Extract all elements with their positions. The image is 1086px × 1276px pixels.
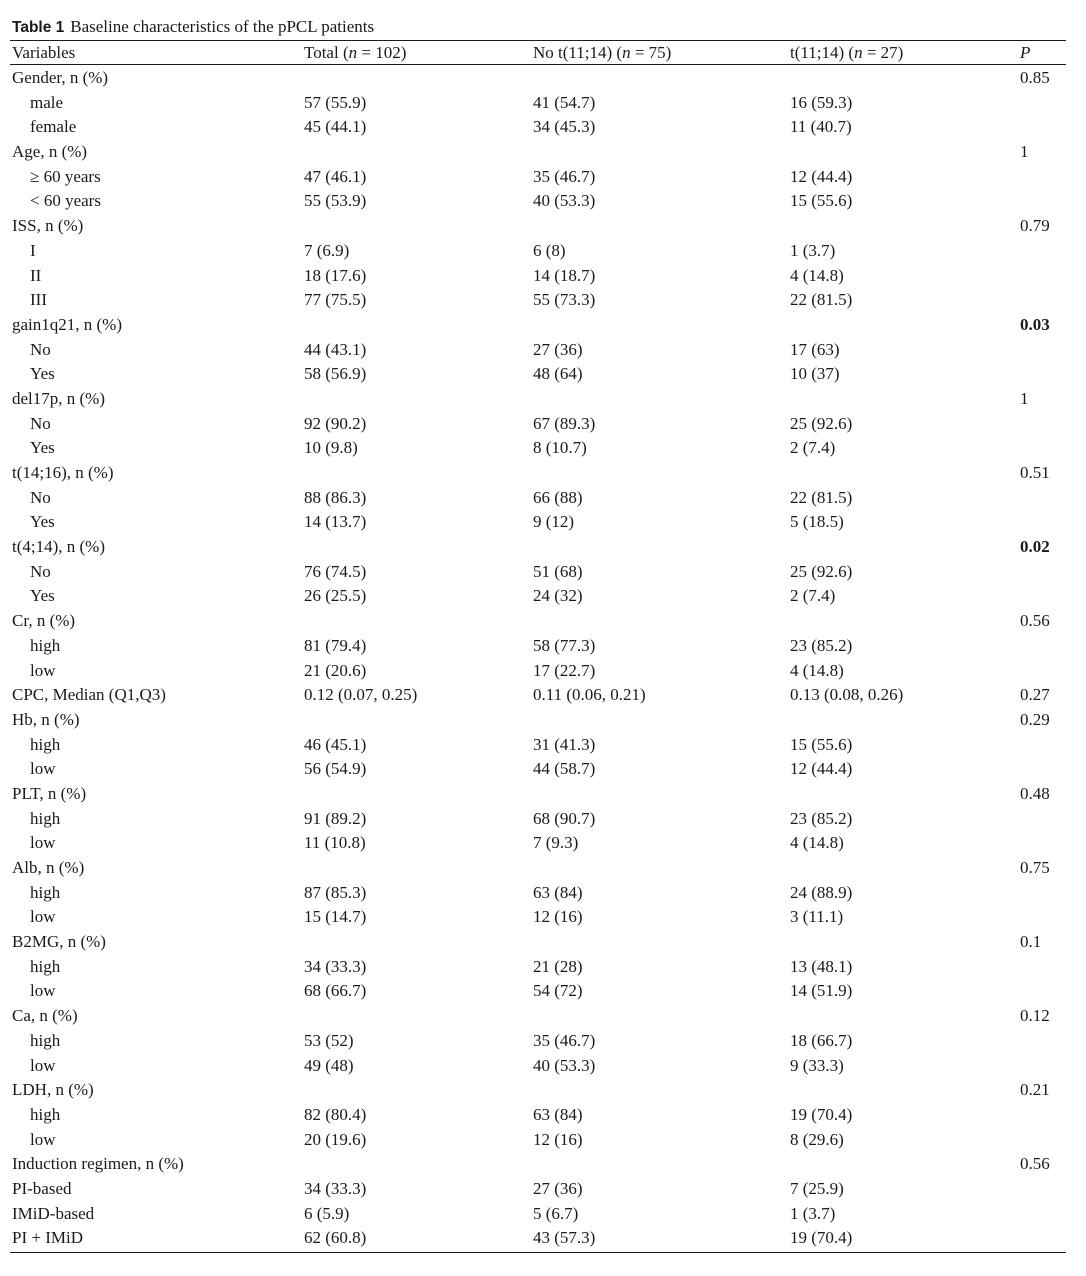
table-row [0,461,1086,486]
cell-total: 44 (43.1) [304,339,367,359]
table-row [0,486,1086,511]
row-label: Yes [30,512,55,532]
table-row [0,609,1086,634]
table-row [0,584,1086,609]
cell-total: 34 (33.3) [304,1178,367,1198]
table-row [0,1054,1086,1079]
cell-no-t1114: 35 (46.7) [533,166,596,186]
row-label: PI + IMiD [12,1228,83,1248]
cell-no-t1114: 7 (9.3) [533,833,579,853]
cell-p-value: 1 [1020,142,1029,162]
table-row [0,1103,1086,1128]
cell-p-value: 0.03 [1020,314,1050,334]
row-label: Ca, n (%) [12,1006,78,1026]
cell-t1114: 15 (55.6) [790,191,853,211]
row-label: CPC, Median (Q1,Q3) [12,685,166,705]
cell-no-t1114: 63 (84) [533,882,583,902]
cell-t1114: 23 (85.2) [790,808,853,828]
cell-total: 57 (55.9) [304,92,367,112]
cell-total: 14 (13.7) [304,512,367,532]
row-label: low [30,833,56,853]
header-p: P [1020,43,1031,62]
table-row [0,881,1086,906]
cell-total: 20 (19.6) [304,1129,367,1149]
table-row [0,930,1086,955]
table-row [0,979,1086,1004]
cell-t1114: 1 (3.7) [790,240,836,260]
bottom-rule [10,1252,1066,1253]
cell-no-t1114: 40 (53.3) [533,1055,596,1075]
cell-total: 26 (25.5) [304,586,367,606]
cell-p-value: 0.21 [1020,1080,1050,1100]
header-variables: Variables [12,43,76,62]
cell-no-t1114: 8 (10.7) [533,438,587,458]
table-row [0,807,1086,832]
cell-total: 21 (20.6) [304,660,367,680]
table-row [0,189,1086,214]
row-label: t(4;14), n (%) [12,537,106,557]
cell-t1114: 5 (18.5) [790,512,844,532]
cell-p-value: 0.29 [1020,709,1050,729]
cell-no-t1114: 55 (73.3) [533,290,596,310]
table-row [0,288,1086,313]
table-row [0,436,1086,461]
table-row [0,757,1086,782]
table-row [0,313,1086,338]
cell-t1114: 11 (40.7) [790,117,852,137]
cell-t1114: 10 (37) [790,364,840,384]
cell-total: 81 (79.4) [304,635,367,655]
row-label: low [30,660,56,680]
cell-total: 82 (80.4) [304,1104,367,1124]
cell-p-value: 0.85 [1020,68,1050,87]
cell-no-t1114: 27 (36) [533,339,583,359]
cell-total: 77 (75.5) [304,290,367,310]
cell-no-t1114: 12 (16) [533,907,583,927]
table-row [0,560,1086,585]
cell-p-value: 0.12 [1020,1006,1050,1026]
cell-no-t1114: 58 (77.3) [533,635,596,655]
cell-total: 76 (74.5) [304,561,367,581]
cell-t1114: 19 (70.4) [790,1104,853,1124]
table-caption-label: Table 1 [12,19,65,36]
row-label: LDH, n (%) [12,1080,94,1100]
table-row [0,140,1086,165]
cell-t1114: 19 (70.4) [790,1228,853,1248]
cell-no-t1114: 34 (45.3) [533,117,596,137]
cell-total: 10 (9.8) [304,438,358,458]
row-label: Induction regimen, n (%) [12,1154,184,1174]
row-label: I [30,240,36,260]
row-label: III [30,290,47,310]
row-label: ISS, n (%) [12,216,84,236]
cell-no-t1114: 67 (89.3) [533,413,596,433]
cell-p-value: 0.51 [1020,463,1050,482]
cell-total: 11 (10.8) [304,833,366,853]
row-label: PLT, n (%) [12,783,87,803]
cell-total: 87 (85.3) [304,882,367,902]
cell-p-value: 0.75 [1020,858,1050,877]
table-row [0,683,1086,708]
table-row [0,165,1086,190]
table-row [0,1152,1086,1177]
cell-no-t1114: 48 (64) [533,364,583,384]
table-row [0,1029,1086,1054]
cell-t1114: 22 (81.5) [790,290,853,310]
cell-total: 88 (86.3) [304,487,367,507]
cell-t1114: 14 (51.9) [790,981,853,1001]
cell-no-t1114: 44 (58.7) [533,759,596,779]
cell-t1114: 4 (14.8) [790,265,844,285]
cell-total: 45 (44.1) [304,117,367,137]
row-label: male [30,92,64,112]
cell-p-value: 0.56 [1020,1154,1050,1174]
cell-p-value: 0.56 [1020,611,1050,631]
cell-t1114: 1 (3.7) [790,1203,836,1223]
row-label: female [30,117,77,137]
cell-t1114: 0.13 (0.08, 0.26) [790,685,904,705]
cell-total: 34 (33.3) [304,956,367,976]
row-label: PI-based [12,1178,72,1198]
table-row [0,214,1086,239]
cell-no-t1114: 9 (12) [533,512,575,532]
table-row [0,1177,1086,1202]
cell-no-t1114: 41 (54.7) [533,92,596,112]
table-row [0,412,1086,437]
header-no-t1114: No t(11;14) (n = 75) [533,43,672,62]
table-row [0,1004,1086,1029]
table-row [0,338,1086,363]
cell-t1114: 22 (81.5) [790,487,853,507]
row-label: Gender, n (%) [12,68,109,87]
row-label: No [30,561,51,581]
cell-t1114: 25 (92.6) [790,413,853,433]
row-label: high [30,635,61,655]
row-label: low [30,981,56,1001]
cell-no-t1114: 14 (18.7) [533,265,596,285]
cell-total: 47 (46.1) [304,166,367,186]
row-label: Age, n (%) [12,142,88,162]
cell-t1114: 3 (11.1) [790,907,844,927]
row-label: ≥ 60 years [30,166,101,186]
cell-no-t1114: 5 (6.7) [533,1203,579,1223]
table-row [0,1078,1086,1103]
cell-no-t1114: 24 (32) [533,586,583,606]
cell-no-t1114: 66 (88) [533,487,583,507]
cell-t1114: 12 (44.4) [790,166,853,186]
row-label: < 60 years [30,191,101,211]
cell-no-t1114: 6 (8) [533,240,566,260]
cell-t1114: 16 (59.3) [790,92,853,112]
cell-total: 18 (17.6) [304,265,367,285]
table-row [0,387,1086,412]
cell-total: 15 (14.7) [304,907,367,927]
cell-total: 58 (56.9) [304,364,367,384]
cell-p-value: 0.02 [1020,537,1050,557]
cell-no-t1114: 21 (28) [533,956,583,976]
cell-t1114: 4 (14.8) [790,833,844,853]
table-row [0,831,1086,856]
row-label: low [30,759,56,779]
cell-no-t1114: 68 (90.7) [533,808,596,828]
table-row [0,66,1086,91]
row-label: del17p, n (%) [12,388,106,408]
cell-total: 55 (53.9) [304,191,367,211]
cell-t1114: 25 (92.6) [790,561,853,581]
cell-no-t1114: 43 (57.3) [533,1228,596,1248]
table-row [0,510,1086,535]
row-label: high [30,956,61,976]
cell-t1114: 4 (14.8) [790,660,844,680]
cell-no-t1114: 17 (22.7) [533,660,596,680]
row-label: Alb, n (%) [12,858,85,877]
table-row [0,239,1086,264]
row-label: Yes [30,438,55,458]
cell-total: 56 (54.9) [304,759,367,779]
cell-no-t1114: 27 (36) [533,1178,583,1198]
cell-t1114: 18 (66.7) [790,1030,853,1050]
row-label: high [30,882,61,902]
cell-no-t1114: 35 (46.7) [533,1030,596,1050]
cell-no-t1114: 54 (72) [533,981,583,1001]
row-label: No [30,339,51,359]
row-label: II [30,265,42,285]
header-total: Total (n = 102) [304,43,407,62]
row-label: Yes [30,586,55,606]
table-body [0,66,1086,1251]
row-label: high [30,808,61,828]
row-label: high [30,734,61,754]
cell-p-value: 1 [1020,388,1029,408]
cell-no-t1114: 51 (68) [533,561,583,581]
cell-t1114: 24 (88.9) [790,882,853,902]
table-row [0,115,1086,140]
row-label: Hb, n (%) [12,709,80,729]
cell-t1114: 9 (33.3) [790,1055,844,1075]
row-label: IMiD-based [12,1203,95,1223]
table-row [0,708,1086,733]
table-row [0,856,1086,881]
cell-total: 6 (5.9) [304,1203,350,1223]
table-row [0,1226,1086,1251]
header-rule [10,64,1066,65]
table-row [0,659,1086,684]
row-label: high [30,1030,61,1050]
row-label: low [30,1129,56,1149]
cell-total: 53 (52) [304,1030,354,1050]
cell-no-t1114: 12 (16) [533,1129,583,1149]
cell-no-t1114: 0.11 (0.06, 0.21) [533,685,646,705]
cell-total: 49 (48) [304,1055,354,1075]
cell-total: 68 (66.7) [304,981,367,1001]
row-label: Cr, n (%) [12,611,76,631]
table-row [0,362,1086,387]
cell-p-value: 0.48 [1020,783,1050,803]
row-label: No [30,413,51,433]
table-row [0,955,1086,980]
cell-total: 91 (89.2) [304,808,367,828]
cell-t1114: 8 (29.6) [790,1129,844,1149]
cell-p-value: 0.79 [1020,216,1050,236]
cell-no-t1114: 40 (53.3) [533,191,596,211]
row-label: t(14;16), n (%) [12,463,114,482]
cell-total: 7 (6.9) [304,240,350,260]
cell-no-t1114: 63 (84) [533,1104,583,1124]
cell-p-value: 0.27 [1020,685,1050,705]
cell-total: 46 (45.1) [304,734,367,754]
table-row [0,782,1086,807]
table-row [0,634,1086,659]
cell-no-t1114: 31 (41.3) [533,734,596,754]
cell-t1114: 13 (48.1) [790,956,853,976]
row-label: low [30,1055,56,1075]
row-label: No [30,487,51,507]
table-caption [12,16,374,39]
cell-t1114: 12 (44.4) [790,759,853,779]
cell-t1114: 17 (63) [790,339,840,359]
cell-t1114: 23 (85.2) [790,635,853,655]
header-t1114: t(11;14) (n = 27) [790,43,904,62]
table-row [0,264,1086,289]
cell-t1114: 2 (7.4) [790,586,836,606]
row-label: Yes [30,364,55,384]
table-row [0,535,1086,560]
table-row [0,733,1086,758]
table-row [0,91,1086,116]
row-label: B2MG, n (%) [12,932,106,952]
row-label: gain1q21, n (%) [12,314,123,334]
cell-total: 92 (90.2) [304,413,367,433]
row-label: high [30,1104,61,1124]
cell-total: 0.12 (0.07, 0.25) [304,685,418,705]
table-row [0,1128,1086,1153]
cell-total: 62 (60.8) [304,1228,367,1248]
cell-t1114: 2 (7.4) [790,438,836,458]
table-caption-text: Baseline characteristics of the pPCL patients [70,17,375,36]
cell-t1114: 7 (25.9) [790,1178,844,1198]
table-row [0,1202,1086,1227]
table-row [0,905,1086,930]
row-label: low [30,907,56,927]
cell-t1114: 15 (55.6) [790,734,853,754]
cell-p-value: 0.1 [1020,932,1042,952]
